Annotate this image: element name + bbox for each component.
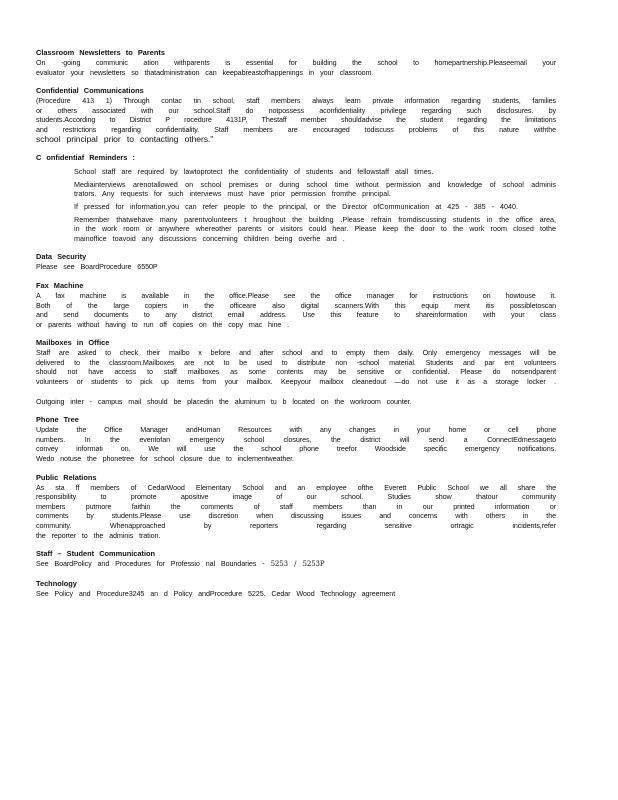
paragraph-line — [36, 559, 556, 570]
reminders-list — [36, 167, 556, 243]
section-heading: Confidential Communications — [36, 86, 144, 96]
paragraph-line: students.According to District P rocedure 4131P, Thestaff member shouldadvise the student regarding the limitations — [36, 115, 556, 125]
paragraph-line: delivered to the classroom.Mailboxes are not to be used to distribute non -school material. Students and par ent volunteers — [36, 357, 556, 367]
paragraph-line: or parents without having to run off copies on the copy mac hine . — [36, 319, 290, 329]
paragraph-line: comments by students.Please use discretion when discussing issues and concerns with others in the — [36, 511, 556, 521]
paragraph-line: members putmore faithin the comments of staff members than in our printed information or — [36, 501, 556, 511]
section-fax-machine — [36, 281, 556, 329]
list-item-text: Mediainterviews arenotallowed on school premises or during school time without permission and knowledge of school adminis trators. Any requests for such interviews must have prior permission fromthe principal. — [74, 179, 556, 199]
paragraph-line: and restrictions regarding confidentiality. Staff members are encouraged todiscuss problems of this nature withthe — [36, 124, 556, 134]
paragraph-line: (Procedure 413 1) Through contac tin school, staff members always learn private information regarding students, families — [36, 96, 556, 106]
section-public-relations — [36, 473, 556, 541]
section-technology — [36, 579, 556, 599]
section-staff-student-communication — [36, 549, 556, 570]
list-item-text: If pressed for information,you can refer people to the principal, or the Director ofCommunication at 425 - 385 - 4040. — [74, 201, 518, 211]
paragraph-line: community. Whenapproached by reporters regarding sensitive ortragic incidents,refer — [36, 521, 556, 530]
paragraph-line: A fax machine is available in the office.Please see the office manager for instructions on howtouse it. — [36, 290, 556, 300]
paragraph-line: the reporter to the adminis tration. — [36, 530, 161, 540]
paragraph-line: responsibility to promote apositive image of our school. Studies show thatour community — [36, 492, 556, 502]
paragraph-line: Update the Office Manager andHuman Resources with any changes in your home or cell phone — [36, 425, 556, 435]
section-phone-tree — [36, 415, 556, 463]
list-item — [36, 202, 556, 212]
list-item — [36, 180, 556, 199]
list-item-text: Remember thatwehave many parentvolunteers t hroughout the building .Please refrain fromdiscussing students in the office area, in the work room or anywhere whereother parents or visitors could hear. Please keep the door to the work room closed tothe mainoffice toavoid any discussions concerning children being overhe ard . — [74, 214, 556, 243]
paragraph-line: convey informati on. We will use the school phone treefor Woodside specific emergency notifications. — [36, 444, 556, 454]
paragraph-line: numbers. In the eventofan emergency school closures, the district will send a ConnectEdmessageto — [36, 434, 556, 444]
paragraph-line: volunteers or students to pick up items from your mailbox. Keepyour mailbox cleanedout —do not use it as a storage locker . — [36, 377, 556, 387]
paragraph-line: Both of the large copiers in the officeare also digital scanners.With this equip ment itis possibletoscan — [36, 300, 556, 310]
paragraph-line: As sta ff members of CedarWood Elementary School and an employee ofthe Everett Public School we all share the — [36, 482, 556, 492]
section-heading: Data Security — [36, 252, 87, 262]
section-heading: Public Relations — [36, 472, 97, 482]
section-heading: Technology — [36, 578, 77, 588]
paragraph-line: and send documents to any district email address. Use this feature to shareinformation with your class — [36, 310, 556, 320]
paragraph-line: evaluator your newsletters so thatadministration can keepabreastofhappenings in your classroom. — [36, 67, 374, 77]
policy-code: - 5253 / 5253P — [262, 560, 325, 569]
paragraph-line: Please see BoardProcedure 6550P — [36, 262, 158, 272]
paragraph-line: should not have access to staff mailboxes as some contents may be sensitive or confidential. Please do notsendparent — [36, 367, 556, 377]
paragraph-line: Wedo notuse the phonetree for school closure due to inclementweather. — [36, 454, 294, 464]
paragraph-line: Staff are asked to check their mailbo x before and after school and to empty them daily. Only emergency messages will be — [36, 348, 556, 358]
section-confidential-communications — [36, 86, 556, 144]
list-item-text: School staff are required by lawtoprotect the confidentiality of students and fellowstaff atall times. — [74, 167, 434, 177]
section-heading: Mailboxes in Office — [36, 338, 110, 348]
section-heading: Phone Tree — [36, 415, 79, 425]
paragraph-line: school principal prior to contacting others." — [36, 133, 214, 144]
section-mailboxes — [36, 338, 556, 406]
paragraph-line: See Policy and Procedure3245 an d Policy andProcedure 5225. Cedar Wood Technology agreement — [36, 588, 396, 598]
section-classroom-newsletters — [36, 48, 556, 77]
paragraph-line: Outgoing inter - campus mail should be placedin the aluminum tu b located on the workroom counter. — [36, 396, 412, 406]
section-heading: Fax Machine — [36, 280, 84, 290]
document-page — [36, 48, 556, 607]
paragraph-line: On -going communic ation withparents is essential for building the school to homepartnership.Pleaseemail your — [36, 58, 556, 67]
list-item — [36, 215, 556, 244]
section-heading: C onfidentiaf Reminders : — [36, 153, 135, 163]
list-item — [36, 167, 556, 177]
policy-reference-text: See BoardPolicy and Procedures for Professio nal Boundaries — [36, 559, 257, 569]
section-heading: Staff – Student Communication — [36, 549, 156, 559]
section-heading: Classroom Newsletters to Parents — [36, 48, 165, 57]
section-data-security — [36, 252, 556, 272]
paragraph-line: or others associated with our school.Staff do notpossess aconfidentiality privilege regarding such disclosures. by — [36, 105, 556, 115]
section-confidential-reminders — [36, 153, 556, 243]
